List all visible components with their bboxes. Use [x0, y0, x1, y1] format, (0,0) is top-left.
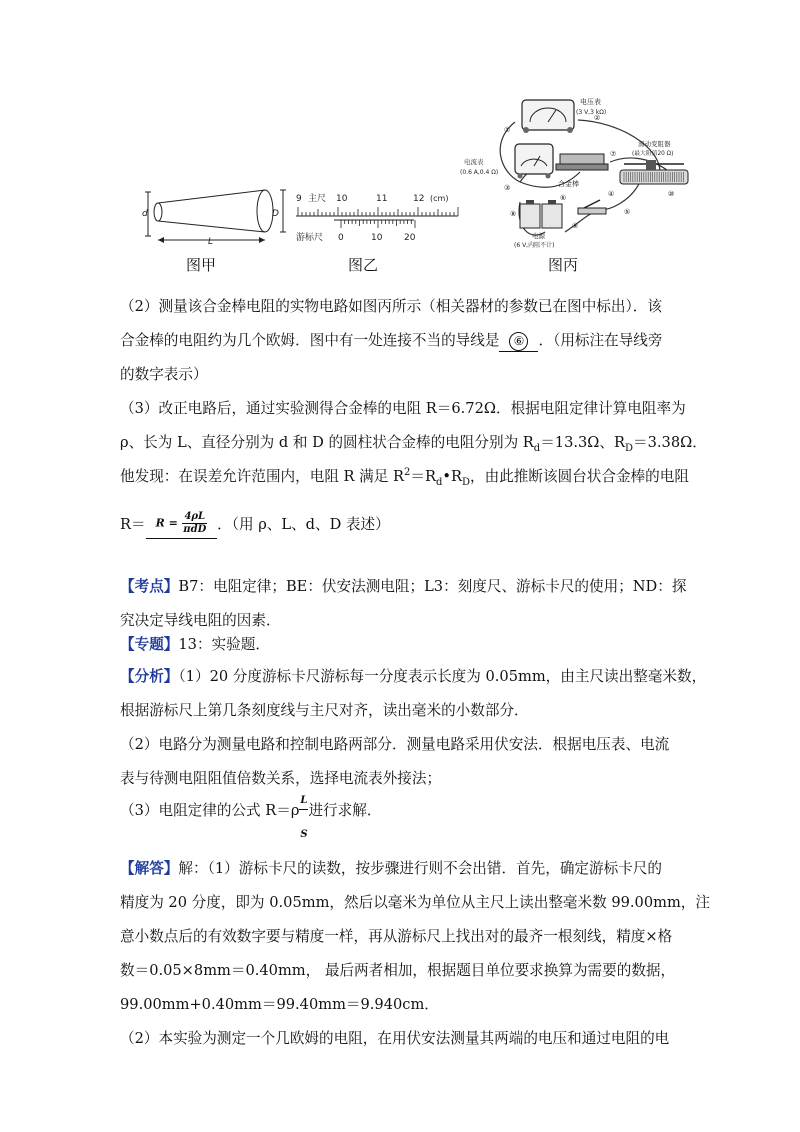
- power-supply: [520, 200, 562, 228]
- main-scale-ticks: [298, 207, 458, 216]
- vernier-tick-10: 10: [371, 233, 383, 243]
- q3-line-1: （3）改正电路后，通过实验测得合金棒的电阻 R＝6.72Ω．根据电阻定律计算电阻率为: [120, 400, 686, 417]
- kaodian-section: 【考点】B7：电阻定律；BE：伏安法测电阻；L3：刻度尺、游标卡尺的使用；ND：探 究决定导线电阻的因素．: [120, 578, 687, 629]
- rod-label: 合金棒: [558, 180, 579, 188]
- rheostat: [620, 160, 688, 184]
- label-L: L: [208, 237, 214, 247]
- fenxi-section: 【分析】（1）20 分度游标卡尺游标每一分度表示长度为 0.05mm，由主尺读出整毫米数， 根据游标尺上第几条刻度线与主尺对齐，读出毫米的小数部分． （2）电路分为测量电路和控制电路两部分．测量电路采用伏安法．根据电压表、电流 表与待测电阻阻值倍数关系，选择电流表外接法；: [120, 668, 707, 787]
- ammeter-label: 电流表: [464, 158, 484, 166]
- vernier-label: 游标尺: [296, 233, 324, 243]
- main-tick-10: 10: [336, 194, 348, 204]
- zhuanti-tag: 【专题】: [120, 636, 179, 653]
- q3-answer-blank: [146, 510, 217, 539]
- voltmeter-spec: (3 V,3 kΩ): [576, 109, 607, 116]
- jieda-section: 【解答】解：（1）游标卡尺的读数，按步骤进行则不会出错．首先，确定游标卡尺的 精度为 20 分度，即为 0.05mm，然后以毫米为单位从主尺上读出整毫米数 99.00mm，注 意小数点后的有效数字要与精度一样，再从游标尺上找出对的最齐一根刻线，精度×格 数＝0.05×8mm＝0.40mm， 最后两者相加，根据题目单位要求换算为需要的数据， 99.00mm+0.40mm＝99.40mm＝9.940cm． （2）本实验为测定一个几欧姆的电阻，在用伏安法测量其两端的电压和通过电阻的电: [120, 860, 710, 1047]
- q2-answer-blank: [499, 332, 538, 352]
- main-tick-12: 12: [413, 194, 425, 204]
- q3-answer-formula: R = $\frac{4\rho L}{\text{πdD}}$: [155, 510, 207, 535]
- wire-4: ④: [608, 190, 615, 198]
- vernier-diagram: [296, 192, 461, 250]
- power-spec: (6 V,内阻不计): [514, 242, 555, 249]
- question-3: [120, 392, 707, 494]
- fenxi-formula-line: （3）电阻定律的公式 R＝ρ $\frac{L}{S}$ 进行求解．: [120, 795, 382, 840]
- power-label: 电源: [532, 232, 545, 240]
- voltmeter-label: 电压表: [580, 98, 601, 106]
- alloy-rod: [556, 154, 608, 170]
- figure-bing-caption: 图丙: [548, 256, 579, 274]
- figure-jia: [140, 186, 290, 246]
- switch: [578, 200, 606, 214]
- q3-line-2: ρ、长为 L、直径分别为 d 和 D 的圆柱状合金棒的电阻分别为 $R_d=13.3\Omega$、$R_D=3.38\Omega$．: [120, 434, 707, 454]
- main-tick-9: 9: [296, 194, 302, 204]
- main-tick-11: 11: [376, 194, 388, 204]
- q2-line-2: 合金棒的电阻约为几个欧姆．图中有一处连接不当的导线是 ⑥ ．（用标注在导线旁: [120, 324, 680, 358]
- kaodian-tag: 【考点】: [120, 578, 179, 595]
- circuit-diagram: [460, 92, 705, 252]
- wire-2: ②: [594, 114, 601, 122]
- question-2: [120, 290, 680, 392]
- wire-9: ⑨: [572, 222, 579, 230]
- vernier-tick-0: 0: [338, 233, 344, 243]
- wire-5: ⑤: [624, 208, 631, 216]
- q3-answer-line: R＝ R = $\frac{4\rho L}{\text{πdD}}$ ．（用 ρ、L、d、D 表述）: [120, 508, 680, 542]
- wire-7: ⑦: [610, 150, 617, 158]
- vernier-tick-20: 20: [404, 233, 416, 243]
- ammeter-spec: (0.6 A,0.4 Ω): [460, 169, 499, 176]
- rheostat-label: 滑动变阻器: [638, 140, 671, 148]
- q3-line-3: 他发现：在误差允许范围内，电阻 R 满足 $R^2=R_d•R_D$，由此推断该圆台状合金棒的电阻: [120, 467, 689, 488]
- wire-8: ⑧: [510, 210, 517, 218]
- label-D: D: [272, 209, 279, 219]
- q2-line-3: 的数字表示）: [120, 366, 208, 383]
- figure-yi-caption: 图乙: [348, 256, 379, 274]
- figure-bing: [460, 92, 705, 252]
- figure-yi: [296, 192, 461, 250]
- q2-line-1: （2）测量该合金棒电阻的实物电路如图丙所示（相关器材的参数已在图中标出）．该: [120, 298, 662, 315]
- wire-10: ⑩: [668, 190, 675, 198]
- figure-jia-caption: 图甲: [186, 256, 217, 274]
- rheostat-spec: (最大阻值20 Ω): [632, 151, 674, 157]
- zhuanti-section: 【专题】13：实验题．: [120, 636, 270, 653]
- ammeter: [515, 144, 553, 179]
- wire-3: ③: [504, 184, 511, 192]
- fenxi-tag: 【分析】: [120, 668, 179, 685]
- main-scale-label: 主尺: [308, 194, 327, 204]
- voltmeter: [522, 100, 574, 133]
- vernier-ticks: [341, 220, 415, 228]
- label-d: d: [142, 209, 148, 219]
- resistance-formula-fraction: $\frac{L}{S}$: [300, 795, 308, 840]
- q2-answer: ⑥: [509, 332, 528, 351]
- wire-6: ⑥: [560, 194, 567, 202]
- wire-1: ①: [504, 126, 511, 134]
- jieda-tag: 【解答】: [120, 860, 179, 877]
- unit-label: (cm): [430, 194, 449, 203]
- cone-diagram: [140, 186, 290, 246]
